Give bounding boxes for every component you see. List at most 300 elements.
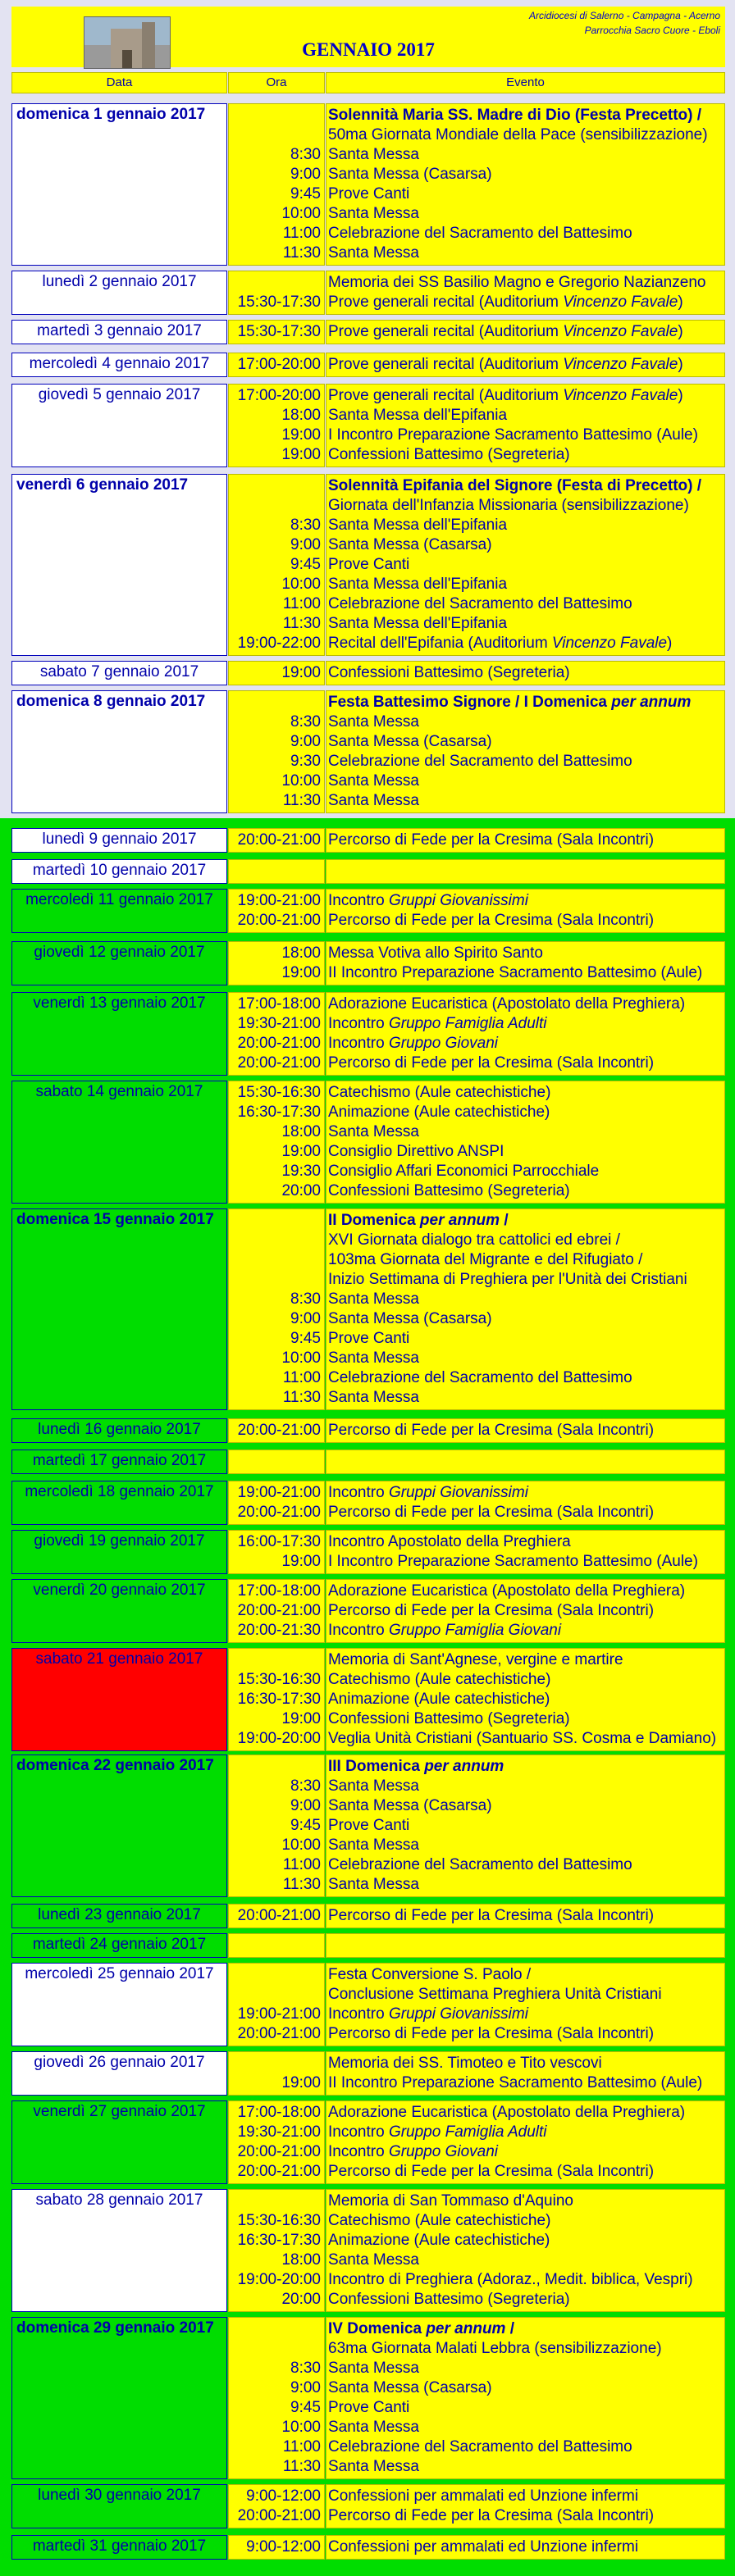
event-description: Santa Messa dell'Epifania bbox=[328, 576, 508, 593]
event-description: Celebrazione del Sacramento del Battesimo bbox=[328, 1369, 632, 1386]
parish-line: Parrocchia Sacro Cuore - Eboli bbox=[584, 25, 720, 36]
event-time bbox=[229, 1965, 321, 1985]
event-description: Santa Messa (Casarsa) bbox=[328, 1797, 492, 1814]
event-description: Consiglio Affari Economici Parrocchiale bbox=[328, 1163, 600, 1180]
day-date-d27 bbox=[11, 2100, 227, 2184]
event-time: 9:45 bbox=[290, 1330, 321, 1347]
event-time: 17:00-20:00 bbox=[237, 356, 321, 373]
day-date-d03 bbox=[11, 320, 227, 344]
event-time: 11:00 bbox=[282, 2438, 321, 2455]
event-time: 9:00 bbox=[290, 166, 321, 183]
event-time: 17:00-18:00 bbox=[237, 1582, 321, 1600]
event-time: 19:00 bbox=[281, 1143, 321, 1160]
day-times-d27 bbox=[228, 2100, 325, 2184]
event-time: 11:00 bbox=[282, 225, 321, 242]
event-description: Santa Messa bbox=[328, 1389, 419, 1406]
event-time bbox=[229, 693, 321, 712]
event-time bbox=[229, 1231, 321, 1250]
event-time: 10:00 bbox=[281, 205, 321, 222]
day-date-d10 bbox=[11, 859, 227, 884]
day-date-label: lunedì 30 gennaio 2017 bbox=[38, 2487, 201, 2504]
event-time: 9:00 bbox=[290, 2379, 321, 2396]
day-times-d22 bbox=[228, 1755, 325, 1897]
event-time bbox=[229, 2191, 321, 2211]
event-time: 15:30-17:30 bbox=[237, 294, 321, 311]
event-description: Santa Messa bbox=[328, 2360, 419, 2377]
event-time: 8:30 bbox=[290, 517, 321, 534]
day-date-label: martedì 31 gennaio 2017 bbox=[32, 2537, 207, 2555]
event-time: 18:00 bbox=[281, 407, 321, 424]
day-date-label: martedì 24 gennaio 2017 bbox=[32, 1936, 207, 1953]
day-date-d26 bbox=[11, 2051, 227, 2096]
event-description: Incontro di Preghiera (Adoraz., Medit. biblica, Vespri) bbox=[328, 2271, 693, 2288]
event-time: 19:00 bbox=[281, 2074, 321, 2091]
event-time: 20:00-21:30 bbox=[237, 1622, 321, 1639]
event-description: Adorazione Eucaristica (Apostolato della Preghiera) bbox=[328, 2104, 686, 2121]
event-description: Incontro Gruppi Giovanissimi bbox=[328, 2005, 528, 2023]
event-time: 10:00 bbox=[281, 772, 321, 790]
day-events-d21 bbox=[326, 1648, 725, 1751]
event-time: 9:30 bbox=[290, 753, 321, 770]
event-description: Incontro Gruppo Famiglia Giovani bbox=[328, 1622, 562, 1639]
event-time: 11:00 bbox=[282, 1369, 321, 1386]
day-date-d12 bbox=[11, 941, 227, 985]
event-description: Santa Messa bbox=[328, 1777, 419, 1795]
day-times-d29 bbox=[228, 2317, 325, 2479]
event-time: 17:00-20:00 bbox=[237, 387, 321, 404]
day-times-d08 bbox=[228, 690, 325, 813]
diocese-line: Arcidiocesi di Salerno - Campagna - Acerno bbox=[529, 10, 720, 21]
event-description: Celebrazione del Sacramento del Battesimo bbox=[328, 225, 632, 242]
day-times-d30 bbox=[228, 2484, 325, 2528]
event-description: Catechismo (Aule catechistiche) bbox=[328, 1671, 551, 1688]
event-time: 20:00-21:00 bbox=[237, 1602, 321, 1619]
event-description: Prove Canti bbox=[328, 2399, 410, 2416]
day-events-d04 bbox=[326, 353, 725, 377]
event-description: Memoria dei SS. Timoteo e Tito vescovi bbox=[328, 2055, 602, 2072]
event-time: 15:30-16:30 bbox=[237, 2212, 321, 2229]
event-time: 9:45 bbox=[290, 556, 321, 573]
event-time: 19:00 bbox=[281, 446, 321, 463]
event-time: 8:30 bbox=[290, 146, 321, 163]
event-description: Conclusione Settimana Preghiera Unità Cristiani bbox=[328, 1986, 662, 2003]
event-description bbox=[328, 1452, 724, 1472]
event-description: Confessioni per ammalati ed Unzione infermi bbox=[328, 2538, 639, 2556]
event-description: Incontro Gruppi Giovanissimi bbox=[328, 892, 528, 909]
day-times-d14 bbox=[228, 1081, 325, 1204]
event-time: 20:00-21:00 bbox=[237, 912, 321, 929]
day-times-d07 bbox=[228, 661, 325, 685]
event-description: Festa Conversione S. Paolo / bbox=[328, 1966, 532, 1983]
event-description: Prove Canti bbox=[328, 556, 410, 573]
day-date-label: giovedì 26 gennaio 2017 bbox=[34, 2054, 205, 2071]
event-description: Memoria di Sant'Agnese, vergine e martire bbox=[328, 1651, 623, 1668]
organization-text bbox=[529, 8, 720, 38]
day-date-label: venerdì 20 gennaio 2017 bbox=[33, 1582, 206, 1599]
event-time: 18:00 bbox=[281, 1123, 321, 1140]
day-date-d14 bbox=[11, 1081, 227, 1204]
event-description bbox=[328, 862, 724, 881]
event-description: Percorso di Fede per la Cresima (Sala Incontri) bbox=[328, 1422, 655, 1439]
event-time: 19:00 bbox=[281, 1710, 321, 1727]
event-time: 19:30-21:00 bbox=[237, 1015, 321, 1032]
event-time: 9:00 bbox=[290, 733, 321, 750]
event-time: 19:00-22:00 bbox=[237, 635, 321, 652]
event-time bbox=[229, 1452, 321, 1472]
day-events-d16 bbox=[326, 1418, 725, 1443]
event-time: 18:00 bbox=[281, 2251, 321, 2269]
day-date-label: martedì 3 gennaio 2017 bbox=[37, 322, 202, 339]
day-date-d23 bbox=[11, 1904, 227, 1928]
day-events-d10 bbox=[326, 859, 725, 884]
event-description: Santa Messa bbox=[328, 713, 419, 730]
event-description: Santa Messa bbox=[328, 2419, 419, 2436]
day-date-d07 bbox=[11, 661, 227, 685]
event-time bbox=[229, 476, 321, 496]
day-times-d23 bbox=[228, 1904, 325, 1928]
event-time: 19:00 bbox=[281, 964, 321, 981]
day-date-d18 bbox=[11, 1481, 227, 1525]
event-description: Recital dell'Epifania (Auditorium Vincenzo Favale) bbox=[328, 635, 673, 652]
day-date-label: giovedì 12 gennaio 2017 bbox=[34, 944, 205, 961]
event-time: 10:00 bbox=[281, 576, 321, 593]
day-events-d30 bbox=[326, 2484, 725, 2528]
day-date-label: venerdì 6 gennaio 2017 bbox=[16, 476, 189, 494]
day-events-d15 bbox=[326, 1208, 725, 1410]
day-times-d25 bbox=[228, 1963, 325, 2046]
event-time bbox=[229, 2054, 321, 2073]
event-description: II Domenica per annum / bbox=[328, 1212, 509, 1229]
calendar-header bbox=[11, 7, 725, 67]
event-time: 18:00 bbox=[281, 944, 321, 962]
event-time: 16:30-17:30 bbox=[237, 2232, 321, 2249]
day-events-d02 bbox=[326, 271, 725, 315]
day-date-label: sabato 7 gennaio 2017 bbox=[39, 663, 199, 680]
event-description: Percorso di Fede per la Cresima (Sala Incontri) bbox=[328, 912, 655, 929]
event-time bbox=[229, 1211, 321, 1231]
event-time: 11:00 bbox=[282, 1856, 321, 1873]
day-times-d16 bbox=[228, 1418, 325, 1443]
event-time: 9:45 bbox=[290, 1817, 321, 1834]
event-description: Percorso di Fede per la Cresima (Sala Incontri) bbox=[328, 2163, 655, 2180]
event-time: 19:00 bbox=[281, 1553, 321, 1570]
event-description: Percorso di Fede per la Cresima (Sala Incontri) bbox=[328, 1907, 655, 1924]
event-description: II Incontro Preparazione Sacramento Battesimo (Aule) bbox=[328, 2074, 703, 2091]
day-times-d28 bbox=[228, 2189, 325, 2312]
event-time: 16:30-17:30 bbox=[237, 1691, 321, 1708]
day-events-d03 bbox=[326, 320, 725, 344]
day-date-d08 bbox=[11, 690, 227, 813]
day-events-d13 bbox=[326, 992, 725, 1076]
day-times-d05 bbox=[228, 384, 325, 467]
event-time: 15:30-16:30 bbox=[237, 1084, 321, 1101]
event-time: 19:00-20:00 bbox=[237, 1730, 321, 1747]
event-description: Santa Messa bbox=[328, 2251, 419, 2269]
event-description: Santa Messa bbox=[328, 1290, 419, 1308]
day-date-label: lunedì 2 gennaio 2017 bbox=[42, 273, 197, 290]
day-times-d20 bbox=[228, 1579, 325, 1643]
event-time bbox=[229, 862, 321, 881]
day-date-label: domenica 15 gennaio 2017 bbox=[16, 1211, 214, 1228]
day-date-label: domenica 29 gennaio 2017 bbox=[16, 2319, 214, 2337]
day-events-d29 bbox=[326, 2317, 725, 2479]
day-events-d23 bbox=[326, 1904, 725, 1928]
day-date-d16 bbox=[11, 1418, 227, 1443]
day-date-d09 bbox=[11, 828, 227, 853]
event-time: 19:00-21:00 bbox=[237, 1484, 321, 1501]
event-time: 9:00 bbox=[290, 1797, 321, 1814]
event-description: I Incontro Preparazione Sacramento Battesimo (Aule) bbox=[328, 426, 698, 444]
event-description: IV Domenica per annum / bbox=[328, 2320, 515, 2337]
event-time bbox=[229, 1270, 321, 1290]
day-times-d10 bbox=[228, 859, 325, 884]
day-times-d03 bbox=[228, 320, 325, 344]
event-description: Adorazione Eucaristica (Apostolato della Preghiera) bbox=[328, 1582, 686, 1600]
event-description: Santa Messa bbox=[328, 146, 419, 163]
day-date-label: giovedì 5 gennaio 2017 bbox=[38, 386, 201, 403]
event-time: 11:00 bbox=[282, 595, 321, 612]
day-date-d04 bbox=[11, 353, 227, 377]
event-description: Santa Messa bbox=[328, 1349, 419, 1367]
event-time: 19:00 bbox=[281, 426, 321, 444]
day-date-label: domenica 22 gennaio 2017 bbox=[16, 1757, 214, 1774]
event-description: Percorso di Fede per la Cresima (Sala Incontri) bbox=[328, 831, 655, 849]
event-description: Celebrazione del Sacramento del Battesimo bbox=[328, 2438, 632, 2455]
day-events-d14 bbox=[326, 1081, 725, 1204]
event-description: Santa Messa (Casarsa) bbox=[328, 166, 492, 183]
day-date-label: domenica 1 gennaio 2017 bbox=[16, 106, 206, 123]
day-date-label: lunedì 23 gennaio 2017 bbox=[38, 1906, 201, 1923]
event-time bbox=[229, 1250, 321, 1270]
event-time bbox=[229, 1936, 321, 1955]
event-description: Solennità Maria SS. Madre di Dio (Festa Precetto) / bbox=[328, 107, 702, 124]
event-description: Percorso di Fede per la Cresima (Sala Incontri) bbox=[328, 1504, 655, 1521]
event-time: 20:00-21:00 bbox=[237, 2025, 321, 2042]
day-date-d06 bbox=[11, 474, 227, 656]
day-events-d07 bbox=[326, 661, 725, 685]
day-events-d06 bbox=[326, 474, 725, 656]
column-header-event: Evento bbox=[326, 72, 725, 93]
event-time bbox=[229, 2339, 321, 2359]
event-description: Percorso di Fede per la Cresima (Sala Incontri) bbox=[328, 2025, 655, 2042]
day-events-d17 bbox=[326, 1450, 725, 1474]
page-title: GENNAIO 2017 bbox=[302, 39, 435, 60]
event-time: 19:30-21:00 bbox=[237, 2123, 321, 2141]
event-description: Santa Messa (Casarsa) bbox=[328, 536, 492, 553]
event-description bbox=[328, 1936, 724, 1955]
event-time: 20:00-21:00 bbox=[237, 1422, 321, 1439]
event-time: 11:30 bbox=[282, 615, 321, 632]
event-time: 16:00-17:30 bbox=[237, 1533, 321, 1550]
event-time: 17:00-18:00 bbox=[237, 2104, 321, 2121]
day-events-d22 bbox=[326, 1755, 725, 1897]
event-description: Veglia Unità Cristiani (Santuario SS. Cosma e Damiano) bbox=[328, 1730, 717, 1747]
day-date-d20 bbox=[11, 1579, 227, 1643]
day-events-d25 bbox=[326, 1963, 725, 2046]
event-description: Santa Messa bbox=[328, 1876, 419, 1893]
event-time: 19:00-20:00 bbox=[237, 2271, 321, 2288]
event-time: 20:00-21:00 bbox=[237, 1054, 321, 1072]
day-date-label: sabato 14 gennaio 2017 bbox=[35, 1083, 203, 1100]
event-description: Messa Votiva allo Spirito Santo bbox=[328, 944, 543, 962]
event-description: Confessioni per ammalati ed Unzione infermi bbox=[328, 2487, 639, 2505]
event-time: 20:00-21:00 bbox=[237, 1035, 321, 1052]
day-date-label: martedì 17 gennaio 2017 bbox=[32, 1452, 207, 1469]
event-time: 8:30 bbox=[290, 2360, 321, 2377]
day-date-label: sabato 28 gennaio 2017 bbox=[35, 2191, 203, 2209]
event-time bbox=[229, 273, 321, 293]
event-time: 9:00-12:00 bbox=[246, 2538, 321, 2556]
event-time: 11:30 bbox=[282, 2458, 321, 2475]
day-date-d13 bbox=[11, 992, 227, 1076]
day-events-d20 bbox=[326, 1579, 725, 1643]
event-time: 15:30-17:30 bbox=[237, 323, 321, 340]
event-description: Adorazione Eucaristica (Apostolato della Preghiera) bbox=[328, 995, 686, 1013]
event-time: 19:00-21:00 bbox=[237, 2005, 321, 2023]
event-description: Santa Messa bbox=[328, 205, 419, 222]
day-date-d11 bbox=[11, 889, 227, 933]
event-description: Solennità Epifania del Signore (Festa di Precetto) / bbox=[328, 477, 702, 494]
event-description: Confessioni Battesimo (Segreteria) bbox=[328, 1710, 570, 1727]
day-date-label: mercoledì 11 gennaio 2017 bbox=[25, 891, 213, 908]
column-header-date: Data bbox=[11, 72, 227, 93]
day-times-d15 bbox=[228, 1208, 325, 1410]
event-description: Santa Messa (Casarsa) bbox=[328, 1310, 492, 1327]
event-time: 20:00-21:00 bbox=[237, 1504, 321, 1521]
event-description: Animazione (Aule catechistiche) bbox=[328, 2232, 550, 2249]
event-time: 8:30 bbox=[290, 1777, 321, 1795]
event-time: 11:30 bbox=[282, 244, 321, 262]
event-description: Celebrazione del Sacramento del Battesimo bbox=[328, 1856, 632, 1873]
event-description: XVI Giornata dialogo tra cattolici ed ebrei / bbox=[328, 1231, 620, 1249]
event-time: 16:30-17:30 bbox=[237, 1104, 321, 1121]
day-date-label: venerdì 27 gennaio 2017 bbox=[33, 2103, 206, 2120]
event-description: Prove generali recital (Auditorium Vincenzo Favale) bbox=[328, 356, 683, 373]
day-times-d18 bbox=[228, 1481, 325, 1525]
event-description: 103ma Giornata del Migrante e del Rifugiato / bbox=[328, 1251, 643, 1268]
event-description: Catechismo (Aule catechistiche) bbox=[328, 2212, 551, 2229]
day-date-d15 bbox=[11, 1208, 227, 1410]
day-events-d31 bbox=[326, 2535, 725, 2560]
event-time bbox=[229, 1757, 321, 1777]
event-description: Celebrazione del Sacramento del Battesimo bbox=[328, 595, 632, 612]
day-date-label: mercoledì 18 gennaio 2017 bbox=[25, 1483, 214, 1500]
event-description: Prove generali recital (Auditorium Vincenzo Favale) bbox=[328, 387, 683, 404]
column-header-time: Ora bbox=[228, 72, 325, 93]
event-time: 19:30 bbox=[281, 1163, 321, 1180]
event-time: 19:00-21:00 bbox=[237, 892, 321, 909]
day-events-d27 bbox=[326, 2100, 725, 2184]
day-date-d28 bbox=[11, 2189, 227, 2312]
day-date-d24 bbox=[11, 1933, 227, 1958]
event-description: Memoria di San Tommaso d'Aquino bbox=[328, 2192, 573, 2210]
event-time: 20:00 bbox=[281, 2291, 321, 2308]
day-date-d17 bbox=[11, 1450, 227, 1474]
day-date-label: mercoledì 4 gennaio 2017 bbox=[29, 355, 210, 372]
day-times-d11 bbox=[228, 889, 325, 933]
event-description: Animazione (Aule catechistiche) bbox=[328, 1691, 550, 1708]
day-times-d01 bbox=[228, 103, 325, 266]
day-date-d01 bbox=[11, 103, 227, 266]
day-date-d29 bbox=[11, 2317, 227, 2479]
day-date-d05 bbox=[11, 384, 227, 467]
event-description: Santa Messa (Casarsa) bbox=[328, 733, 492, 750]
event-time bbox=[229, 1985, 321, 2005]
day-date-label: martedì 10 gennaio 2017 bbox=[32, 862, 207, 879]
event-time: 11:30 bbox=[282, 1876, 321, 1893]
day-events-d28 bbox=[326, 2189, 725, 2312]
event-time bbox=[229, 2319, 321, 2339]
event-time: 9:00 bbox=[290, 536, 321, 553]
event-description: Santa Messa bbox=[328, 772, 419, 790]
day-events-d12 bbox=[326, 941, 725, 985]
event-description: Confessioni Battesimo (Segreteria) bbox=[328, 1182, 570, 1199]
event-time bbox=[229, 1650, 321, 1670]
event-description: Incontro Gruppi Giovanissimi bbox=[328, 1484, 528, 1501]
day-times-d09 bbox=[228, 828, 325, 853]
event-description: Incontro Apostolato della Preghiera bbox=[328, 1533, 571, 1550]
day-date-label: venerdì 13 gennaio 2017 bbox=[33, 994, 206, 1012]
event-time: 10:00 bbox=[281, 2419, 321, 2436]
day-times-d12 bbox=[228, 941, 325, 985]
event-description: Santa Messa dell'Epifania bbox=[328, 407, 508, 424]
event-description: 63ma Giornata Malati Lebbra (sensibilizzazione) bbox=[328, 2340, 662, 2357]
day-times-d04 bbox=[228, 353, 325, 377]
event-description: Prove Canti bbox=[328, 185, 410, 203]
event-description: Santa Messa dell'Epifania bbox=[328, 615, 508, 632]
day-events-d26 bbox=[326, 2051, 725, 2096]
event-description: Incontro Gruppo Famiglia Adulti bbox=[328, 2123, 547, 2141]
day-events-d24 bbox=[326, 1933, 725, 1958]
event-description: Consiglio Direttivo ANSPI bbox=[328, 1143, 504, 1160]
event-description: Celebrazione del Sacramento del Battesimo bbox=[328, 753, 632, 770]
event-time bbox=[229, 496, 321, 516]
event-description: Percorso di Fede per la Cresima (Sala Incontri) bbox=[328, 2507, 655, 2524]
day-times-d13 bbox=[228, 992, 325, 1076]
event-time: 8:30 bbox=[290, 1290, 321, 1308]
event-description: Giornata dell'Infanzia Missionaria (sensibilizzazione) bbox=[328, 497, 689, 514]
event-description: Prove generali recital (Auditorium Vincenzo Favale) bbox=[328, 323, 683, 340]
day-times-d26 bbox=[228, 2051, 325, 2096]
event-description: Confessioni Battesimo (Segreteria) bbox=[328, 446, 570, 463]
event-time: 17:00-18:00 bbox=[237, 995, 321, 1013]
event-time: 20:00-21:00 bbox=[237, 2163, 321, 2180]
day-date-d22 bbox=[11, 1755, 227, 1897]
event-description: Festa Battesimo Signore / I Domenica per annum bbox=[328, 694, 692, 711]
event-description: Prove Canti bbox=[328, 1817, 410, 1834]
event-time: 9:45 bbox=[290, 185, 321, 203]
day-date-d30 bbox=[11, 2484, 227, 2528]
event-description: Inizio Settimana di Preghiera per l'Unità dei Cristiani bbox=[328, 1271, 687, 1288]
event-description: Santa Messa bbox=[328, 1836, 419, 1854]
event-time: 15:30-16:30 bbox=[237, 1671, 321, 1688]
day-date-d25 bbox=[11, 1963, 227, 2046]
day-times-d02 bbox=[228, 271, 325, 315]
event-time: 9:00-12:00 bbox=[246, 2487, 321, 2505]
event-time: 19:00 bbox=[281, 664, 321, 681]
day-times-d19 bbox=[228, 1530, 325, 1574]
event-description: Prove Canti bbox=[328, 1330, 410, 1347]
event-description: Percorso di Fede per la Cresima (Sala Incontri) bbox=[328, 1054, 655, 1072]
event-time: 11:30 bbox=[282, 792, 321, 809]
day-events-d18 bbox=[326, 1481, 725, 1525]
event-description: Santa Messa bbox=[328, 244, 419, 262]
event-description: Catechismo (Aule catechistiche) bbox=[328, 1084, 551, 1101]
event-time: 10:00 bbox=[281, 1349, 321, 1367]
event-time: 20:00-21:00 bbox=[237, 831, 321, 849]
event-description: II Incontro Preparazione Sacramento Battesimo (Aule) bbox=[328, 964, 703, 981]
day-events-d08 bbox=[326, 690, 725, 813]
